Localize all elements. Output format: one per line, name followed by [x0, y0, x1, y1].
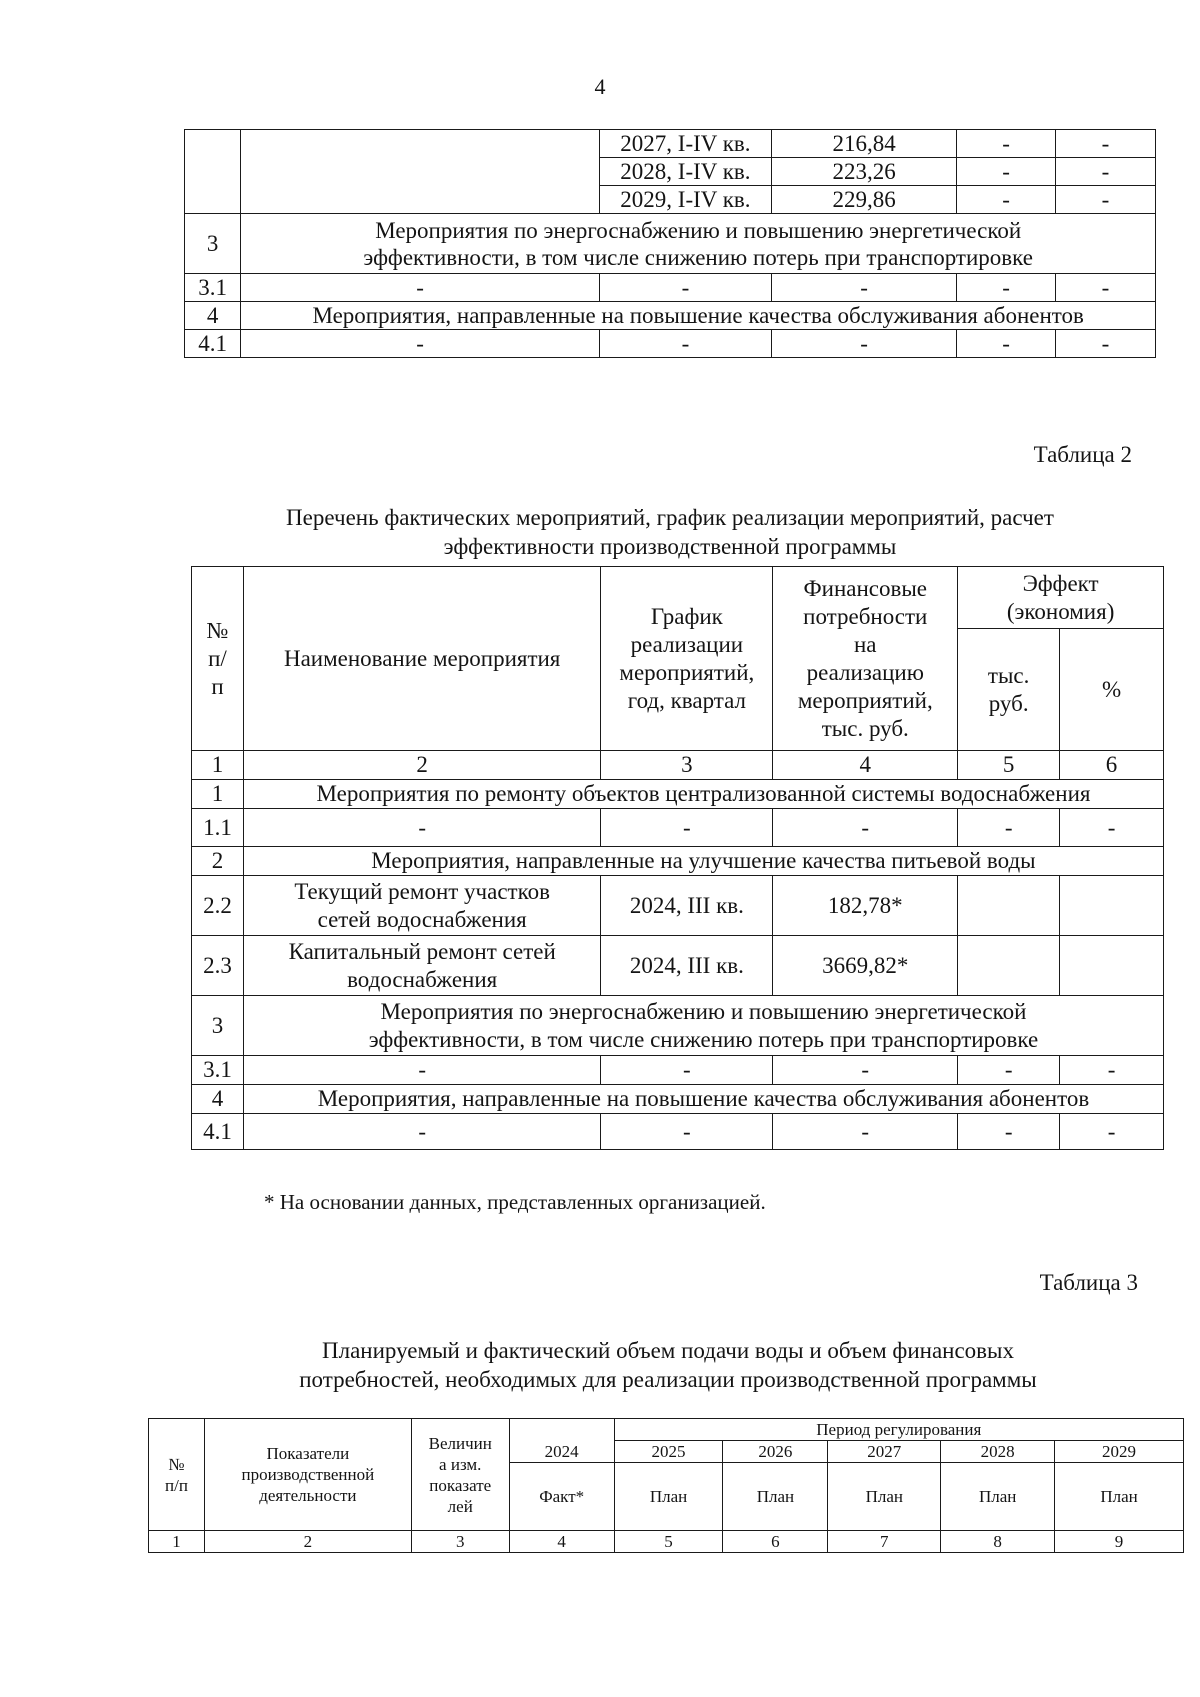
section-number: 1	[192, 780, 244, 809]
section-title: Мероприятия, направленные на улучшение качества питьевой воды	[243, 847, 1163, 876]
header-kind: План	[723, 1463, 828, 1531]
section-title: Мероприятия, направленные на повышение качества обслуживания абонентов	[243, 1085, 1163, 1114]
section-row	[192, 1085, 1164, 1114]
period-cell: 2027, I-IV кв.	[599, 130, 771, 158]
schedule-cell: 2024, III кв.	[601, 876, 773, 936]
section-number: 3	[192, 996, 244, 1056]
page-number: 4	[594, 74, 606, 99]
activity-name: Капитальный ремонт сетей водоснабжения	[243, 936, 600, 996]
value-cell: 216,84	[772, 130, 957, 158]
table-row: 3.1 - - - - -	[192, 1056, 1164, 1085]
section-title: Мероприятия по энергоснабжению и повышению энергетической эффективности, в том числе снижению потерь при транспортировке	[243, 996, 1163, 1056]
column-number-row: 1 2 3 4 5 6	[192, 751, 1164, 780]
table-row: 1.1 - - - - -	[192, 809, 1164, 847]
header-year: 2029	[1055, 1441, 1184, 1463]
header-row	[192, 567, 1164, 629]
table-3-title: Планируемый и фактический объем подачи воды и объем финансовых потребностей, необходимых для реализации производственной программы	[299, 1338, 1037, 1392]
table-row: 4.1 - - - - -	[192, 1114, 1164, 1150]
header-kind: План	[614, 1463, 723, 1531]
table-1-continuation	[184, 129, 1156, 358]
effect-cell: -	[957, 158, 1056, 186]
effect-percent-cell: -	[1056, 158, 1156, 186]
section-row	[185, 214, 1156, 274]
table-row: 3.1 - - - - -	[185, 274, 1156, 302]
schedule-cell: 2024, III кв.	[601, 936, 773, 996]
effect-percent-cell: -	[1056, 186, 1156, 214]
section-row	[192, 780, 1164, 809]
section-number: 3	[185, 214, 241, 274]
section-title: Мероприятия, направленные на повышение качества обслуживания абонентов	[241, 302, 1156, 330]
table-3	[148, 1418, 1184, 1553]
effect-cell: -	[957, 130, 1056, 158]
header-period: Период регулирования	[614, 1419, 1183, 1441]
header-finance: Финансовые потребности на реализацию мероприятий, тыс. руб.	[773, 567, 958, 751]
section-row	[185, 302, 1156, 330]
finance-cell: 3669,82*	[773, 936, 958, 996]
header-year: 2026	[723, 1441, 828, 1463]
header-name: Наименование мероприятия	[243, 567, 600, 751]
section-row	[192, 996, 1164, 1056]
header-schedule: График реализации мероприятий, год, квартал	[601, 567, 773, 751]
table-2-label: Таблица 2	[1033, 442, 1132, 467]
section-row	[192, 847, 1164, 876]
header-effect: Эффект (экономия)	[958, 567, 1164, 629]
header-num: № п/п	[149, 1419, 205, 1531]
table-row	[185, 130, 1156, 158]
table-row: 4.1 - - - - -	[185, 330, 1156, 358]
header-kind: План	[941, 1463, 1055, 1531]
column-number-row: 1 2 3 4 5 6 7 8 9	[149, 1531, 1184, 1553]
table-row: 2.3 Капитальный ремонт сетей водоснабжения 2024, III кв. 3669,82*	[192, 936, 1164, 996]
header-kind: План	[828, 1463, 941, 1531]
effect-percent-cell: -	[1056, 130, 1156, 158]
finance-cell: 182,78*	[773, 876, 958, 936]
header-unit: Величин а изм. показате лей	[411, 1419, 509, 1531]
period-cell: 2029, I-IV кв.	[599, 186, 771, 214]
section-number: 4	[185, 302, 241, 330]
header-year: 2025	[614, 1441, 723, 1463]
table-2-title: Перечень фактических мероприятий, график реализации мероприятий, расчет эффективности производственной программы	[286, 505, 1054, 559]
header-percent: %	[1060, 629, 1164, 751]
header-year: 2028	[941, 1441, 1055, 1463]
section-number: 2	[192, 847, 244, 876]
period-cell: 2028, I-IV кв.	[599, 158, 771, 186]
table-2	[191, 566, 1164, 1150]
section-title: Мероприятия по ремонту объектов централизованной системы водоснабжения	[243, 780, 1163, 809]
header-indicators: Показатели производственной деятельности	[204, 1419, 411, 1531]
header-kind: План	[1055, 1463, 1184, 1531]
activity-name: Текущий ремонт участков сетей водоснабжения	[243, 876, 600, 936]
header-thousand-rub: тыс. руб.	[958, 629, 1060, 751]
header-num: № п/ п	[192, 567, 244, 751]
header-kind: Факт*	[509, 1463, 614, 1531]
value-cell: 223,26	[772, 158, 957, 186]
effect-cell: -	[957, 186, 1056, 214]
header-year: 2024	[509, 1441, 614, 1463]
section-number: 4	[192, 1085, 244, 1114]
footnote: * На основании данных, представленных организацией.	[264, 1190, 766, 1214]
value-cell: 229,86	[772, 186, 957, 214]
table-3-label: Таблица 3	[1039, 1270, 1138, 1295]
section-title: Мероприятия по энергоснабжению и повышению энергетической эффективности, в том числе снижению потерь при транспортировке	[241, 214, 1156, 274]
header-year: 2027	[828, 1441, 941, 1463]
header-row	[149, 1419, 1184, 1441]
table-row: 2.2 Текущий ремонт участков сетей водоснабжения 2024, III кв. 182,78*	[192, 876, 1164, 936]
